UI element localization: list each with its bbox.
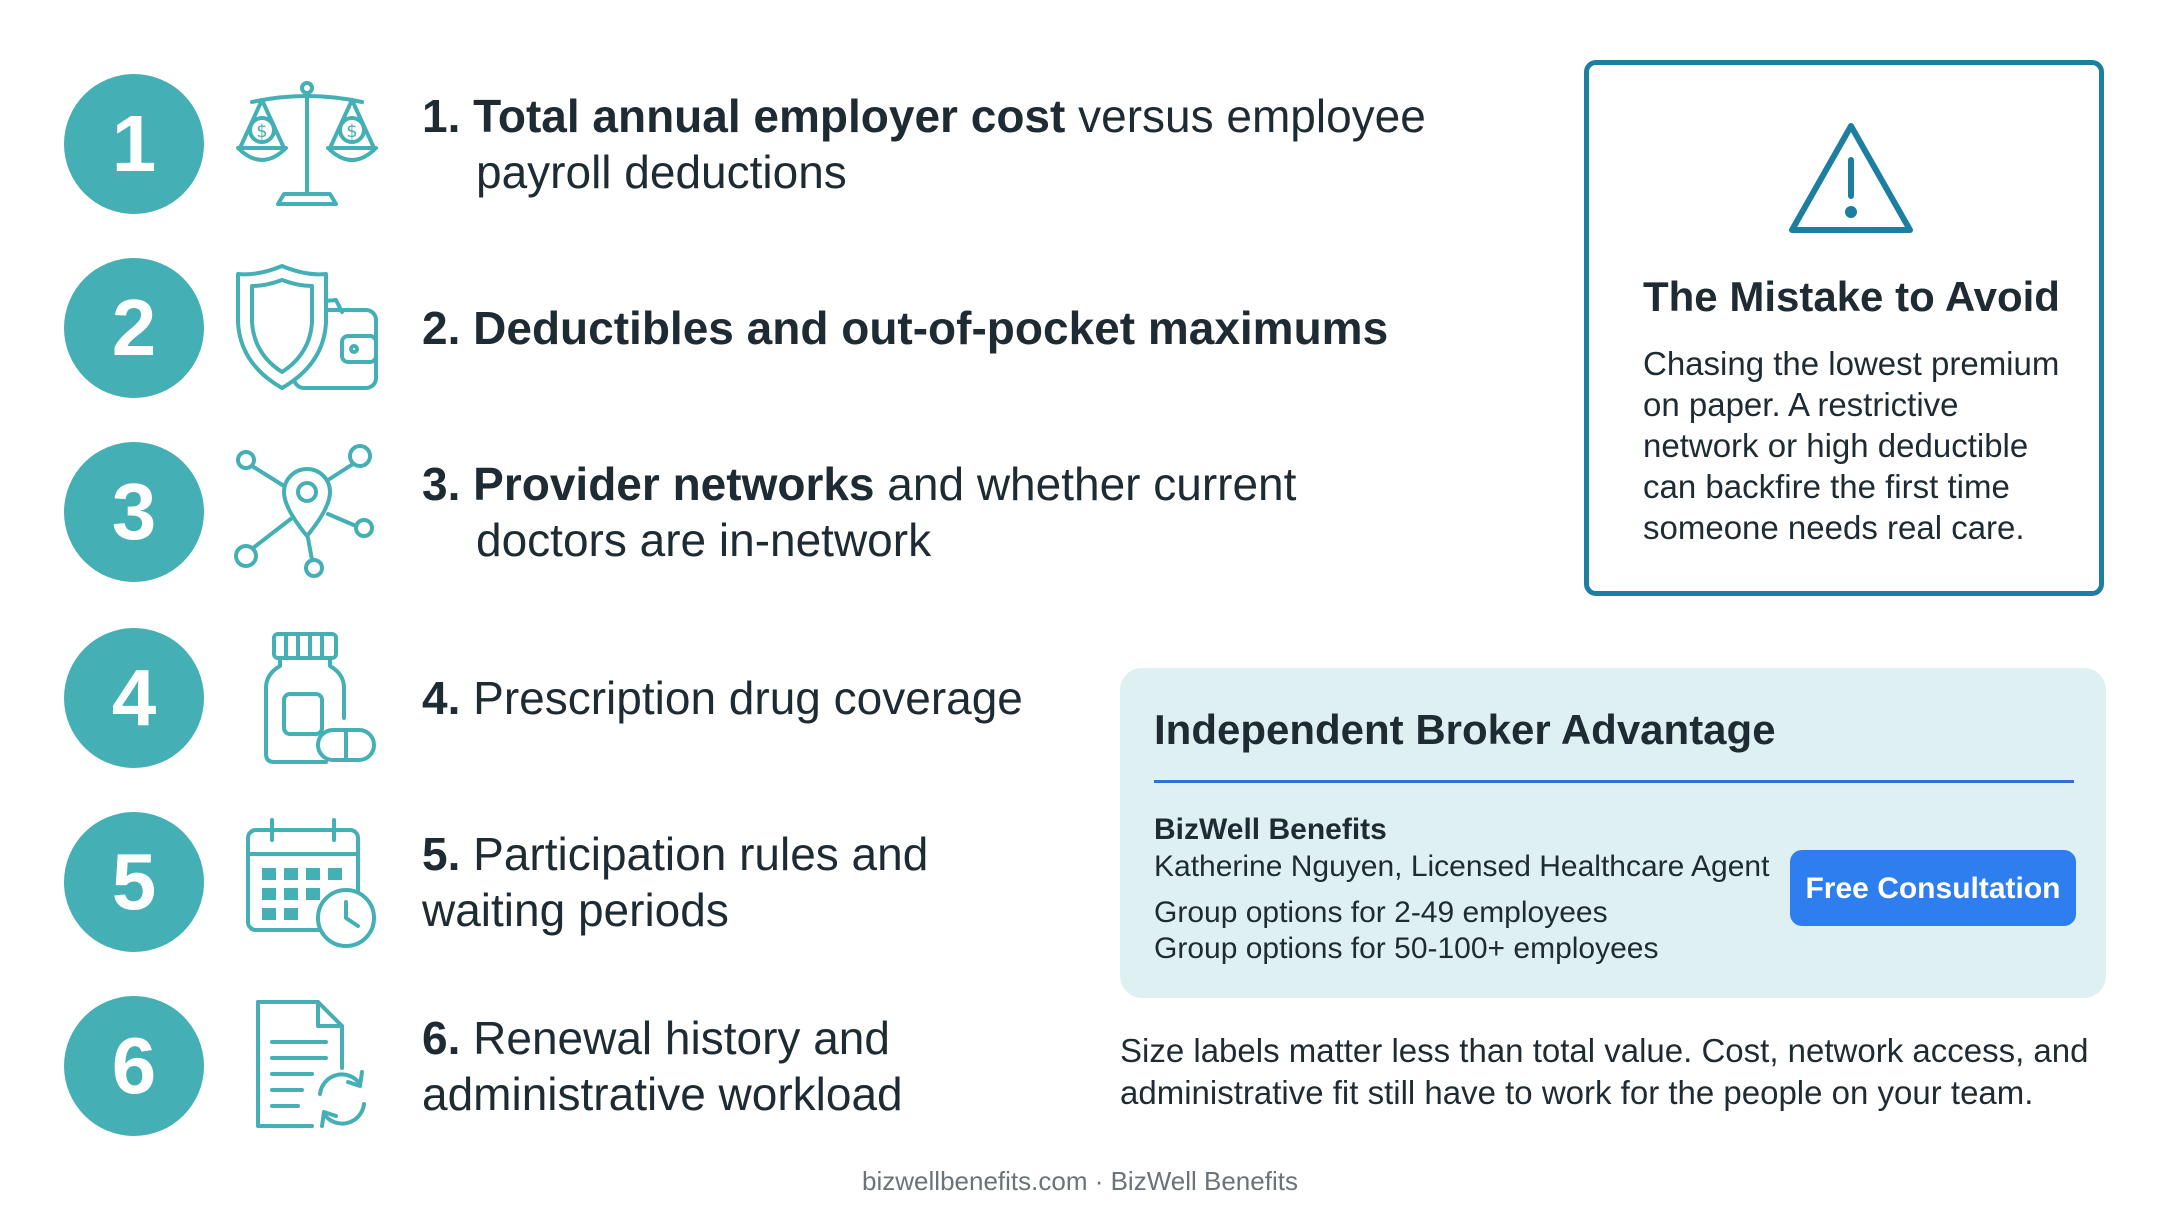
item-2-text xyxy=(422,300,1388,356)
calendar-clock-icon xyxy=(232,814,382,950)
item-4-text xyxy=(422,670,1023,726)
number-badge-6: 6 xyxy=(64,996,204,1136)
summary-line-2: administrative fit still have to work for the people on your team. xyxy=(1120,1074,2034,1111)
mistake-line: on paper. A restrictive xyxy=(1643,386,1959,423)
mistake-line: someone needs real care. xyxy=(1643,509,2025,546)
broker-title: Independent Broker Advantage xyxy=(1154,706,1776,753)
number-badge-4: 4 xyxy=(64,628,204,768)
item-4-rest: Prescription drug coverage xyxy=(473,672,1023,724)
item-6-line2: administrative workload xyxy=(422,1068,903,1120)
item-1-number: 1. xyxy=(422,90,461,142)
item-1-line2: payroll deductions xyxy=(476,146,847,198)
number-badge-3: 3 xyxy=(64,442,204,582)
group-option-small: Group options for 2-49 employees xyxy=(1154,896,1608,929)
free-consultation-button[interactable]: Free Consultation xyxy=(1790,850,2076,926)
number-badge-5: 5 xyxy=(64,812,204,952)
broker-card xyxy=(1120,668,2106,998)
item-5-rest: Participation rules and xyxy=(473,828,929,880)
item-2-number: 2. xyxy=(422,302,461,354)
item-2-bold: Deductibles and out-of-pocket maximums xyxy=(473,302,1389,354)
item-4-number: 4. xyxy=(422,672,461,724)
list-item-2 xyxy=(0,258,1500,408)
warning-triangle-icon xyxy=(1786,120,1916,238)
document-refresh-icon xyxy=(232,998,382,1134)
shield-wallet-icon xyxy=(232,260,382,396)
item-6-rest: Renewal history and xyxy=(473,1012,890,1064)
mistake-line: network or high deductible xyxy=(1643,427,2029,464)
list-item-1 xyxy=(0,74,1500,224)
mistake-line: Chasing the lowest premium xyxy=(1643,345,2060,382)
summary-line-1: Size labels matter less than total value. Cost, network access, and xyxy=(1120,1032,2089,1069)
item-5-number: 5. xyxy=(422,828,461,880)
item-5-line2: waiting periods xyxy=(422,884,729,936)
item-6-text xyxy=(422,1010,903,1122)
number-badge-2: 2 xyxy=(64,258,204,398)
mistake-body xyxy=(1643,343,2083,548)
item-3-line2: doctors are in-network xyxy=(476,514,932,566)
item-3-text xyxy=(422,456,1296,568)
network-pin-icon xyxy=(232,444,382,580)
group-option-large: Group options for 50-100+ employees xyxy=(1154,932,1659,965)
pill-bottle-icon xyxy=(232,630,382,766)
broker-company: BizWell Benefits xyxy=(1154,813,1387,846)
item-3-bold: Provider networks xyxy=(473,458,875,510)
mistake-title: The Mistake to Avoid xyxy=(1643,273,2060,320)
mistake-callout xyxy=(1584,60,2104,596)
svg-text:$: $ xyxy=(256,121,268,142)
broker-agent: Katherine Nguyen, Licensed Healthcare Agent xyxy=(1154,850,1770,883)
item-5-text xyxy=(422,826,928,938)
svg-text:$: $ xyxy=(346,121,358,142)
summary-note xyxy=(1120,1030,2120,1114)
item-3-rest: and whether current xyxy=(874,458,1297,510)
item-1-text xyxy=(422,88,1426,200)
scales-dollar-icon xyxy=(232,76,382,212)
item-6-number: 6. xyxy=(422,1012,461,1064)
mistake-line: can backfire the first time xyxy=(1643,468,2010,505)
number-badge-1: 1 xyxy=(64,74,204,214)
item-3-number: 3. xyxy=(422,458,461,510)
item-1-rest: versus employee xyxy=(1065,90,1426,142)
divider xyxy=(1154,780,2074,783)
list-item-3 xyxy=(0,442,1500,592)
item-1-bold: Total annual employer cost xyxy=(473,90,1066,142)
footer-credit: bizwellbenefits.com · BizWell Benefits xyxy=(862,1166,1298,1196)
